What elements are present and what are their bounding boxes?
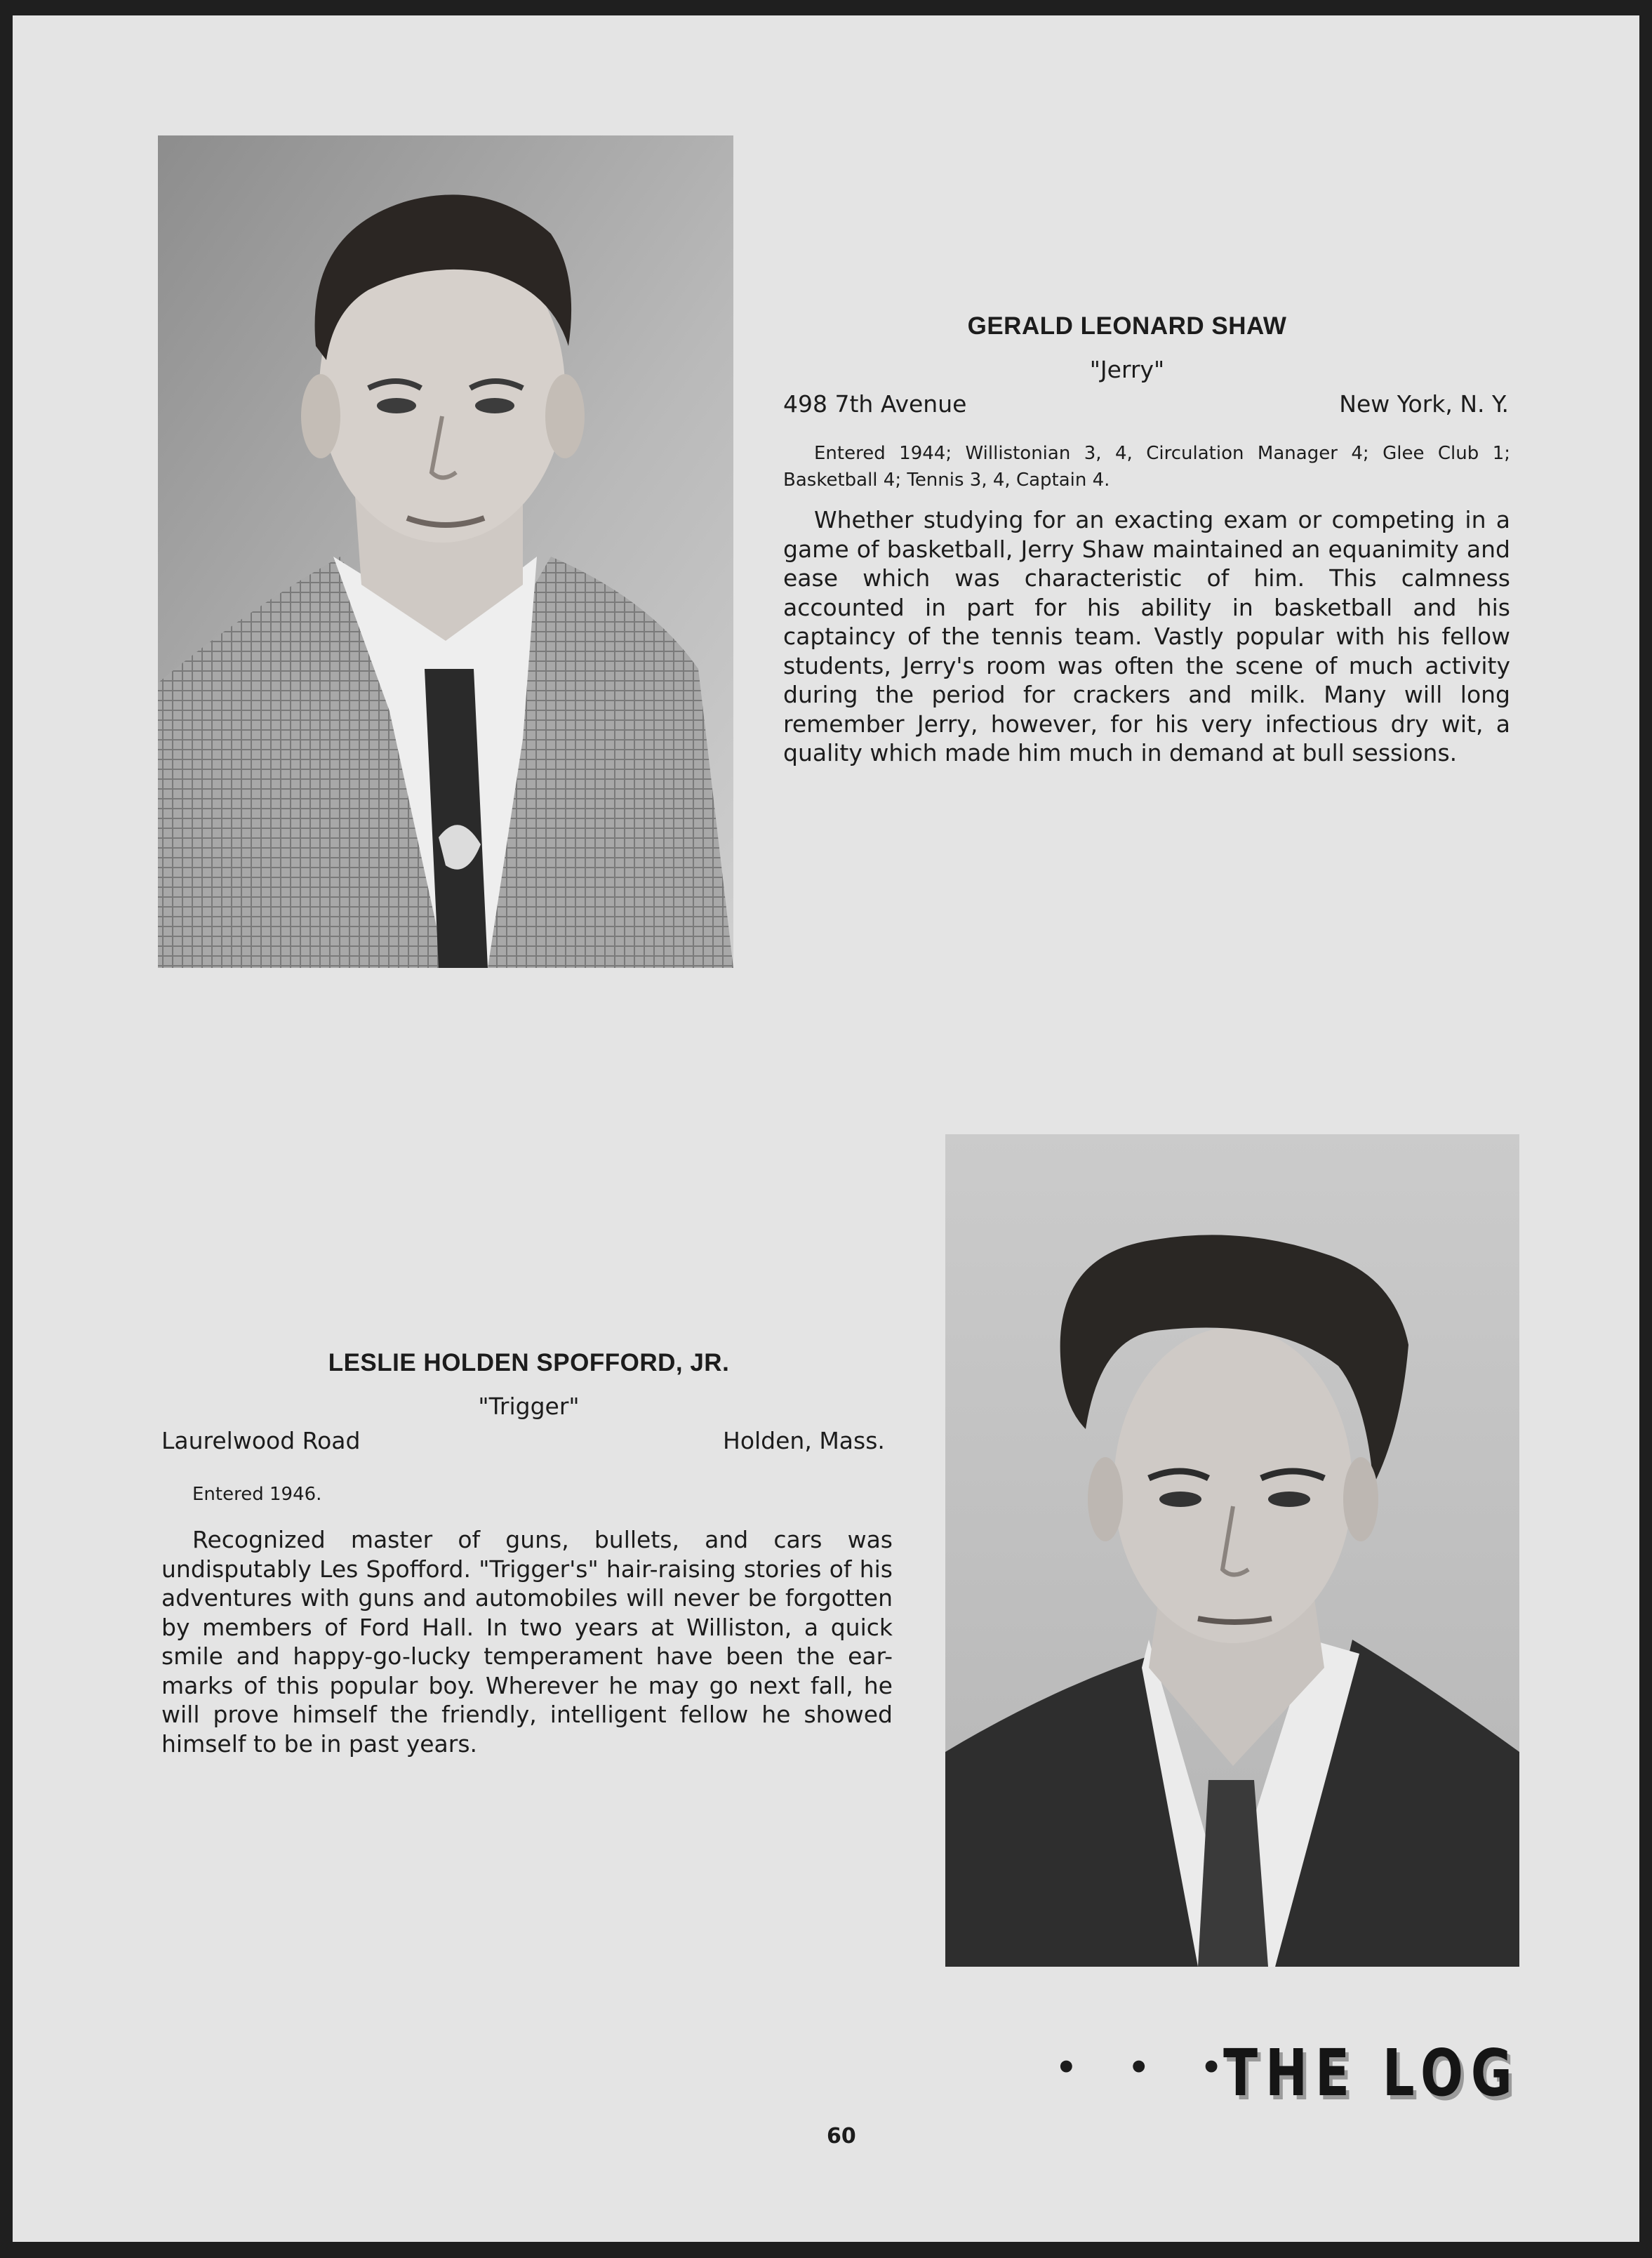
student-bio-spofford: Recognized master of guns, bullets, and cars was undisputably Les Spofford. "Trigger's" hair-raising stories of his adventures with guns and automobiles will never be forgotten by members of Ford Hall. In two years at Williston, a quick smile and happy-go-lucky temperament have been the ear-marks of this popular boy. Wherever he may go next fall, he will prove himself the friendly, intelligent fellow he showed himself to be in past years. <box>161 1526 893 1758</box>
yearbook-page <box>13 15 1639 2242</box>
student-name-shaw: GERALD LEONARD SHAW <box>967 312 1287 340</box>
student-name-spofford: LESLIE HOLDEN SPOFFORD, JR. <box>328 1349 730 1376</box>
student-nickname-shaw: "Jerry" <box>1089 356 1165 383</box>
portrait-photo-spofford <box>945 1134 1519 1967</box>
student-activities-shaw: Entered 1944; Willistonian 3, 4, Circulation Manager 4; Glee Club 1; Basketball 4; Tennis 3, 4, Captain 4. <box>783 443 1510 491</box>
page-number: 60 <box>827 2124 856 2149</box>
student-bio-shaw: Whether studying for an exacting exam or competing in a game of basketball, Jerry Shaw maintained an equanimity and ease which was characteristic of him. This calmness accounted in part for his ability in basketball and his captaincy of the tennis team. Vastly popular with his fellow students, Jerry's room was often the scene of much activity during the period for crackers and milk. Many will long remember Jerry, however, for his very infectious dry wit, a quality which made him much in demand at bull sessions. <box>783 506 1510 766</box>
footer-dots: • • • <box>1055 2048 1242 2087</box>
student-activities-spofford: Entered 1946. <box>192 1484 322 1505</box>
student-city-shaw: New York, N. Y. <box>1339 390 1509 418</box>
student-nickname-spofford: "Trigger" <box>478 1393 580 1420</box>
student-street-spofford: Laurelwood Road <box>161 1427 361 1454</box>
footer-title-the-log: THE LOG <box>1223 2035 1520 2111</box>
student-city-spofford: Holden, Mass. <box>723 1427 885 1454</box>
portrait-photo-shaw <box>158 135 733 968</box>
student-street-shaw: 498 7th Avenue <box>783 390 967 418</box>
